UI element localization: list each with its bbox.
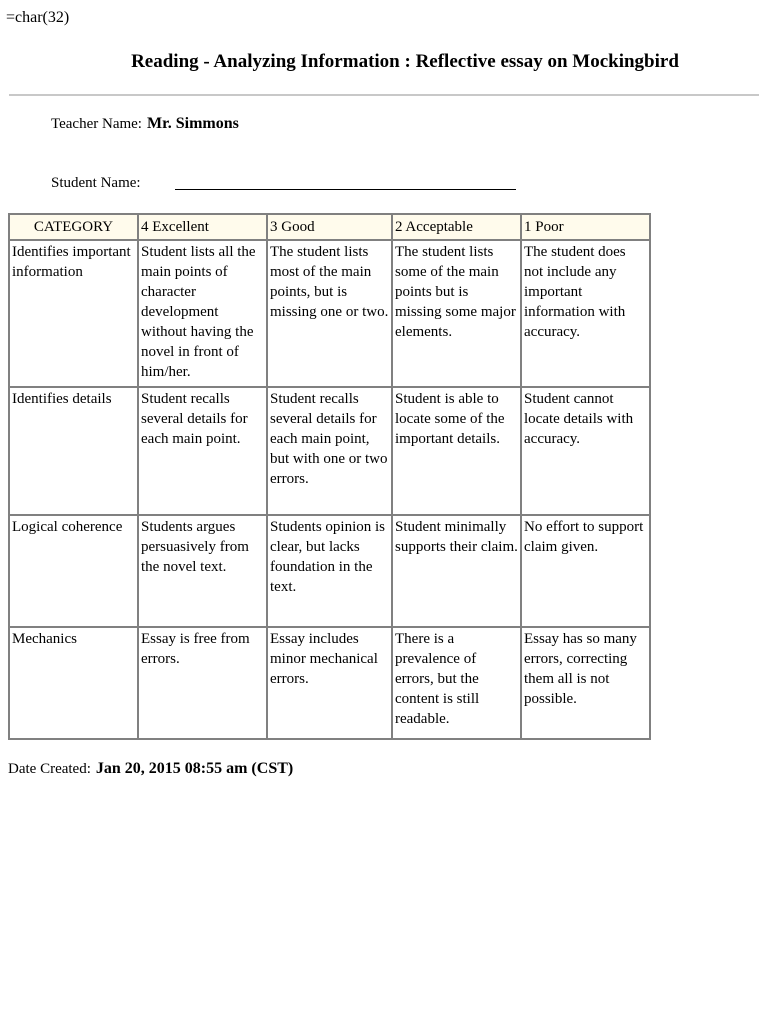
header-acceptable: 2 Acceptable — [392, 214, 521, 240]
table-cell: Essay includes minor mechanical errors. — [267, 627, 392, 739]
table-row — [9, 515, 650, 627]
header-good: 3 Good — [267, 214, 392, 240]
table-cell: The student lists some of the main points but is missing some major elements. — [392, 240, 521, 387]
table-cell: Students opinion is clear, but lacks foundation in the text. — [267, 515, 392, 627]
table-cell: Essay has so many errors, correcting them all is not possible. — [521, 627, 650, 739]
table-cell: Identifies details — [9, 387, 138, 515]
date-created-value: Jan 20, 2015 08:55 am (CST) — [95, 760, 294, 777]
table-cell: The student lists most of the main points, but is missing one or two. — [267, 240, 392, 387]
date-created-field — [8, 760, 293, 778]
rubric-table — [8, 213, 651, 740]
teacher-name-value: Mr. Simmons — [146, 115, 239, 132]
table-cell: There is a prevalence of errors, but the content is still readable. — [392, 627, 521, 739]
table-cell: Student minimally supports their claim. — [392, 515, 521, 627]
page-title: Reading - Analyzing Information : Reflective essay on Mockingbird — [131, 51, 679, 72]
table-cell: Student is able to locate some of the important details. — [392, 387, 521, 515]
header-excellent: 4 Excellent — [138, 214, 267, 240]
table-cell: Identifies important information — [9, 240, 138, 387]
table-cell: Student cannot locate details with accuracy. — [521, 387, 650, 515]
table-cell: Logical coherence — [9, 515, 138, 627]
header-category: CATEGORY — [9, 214, 138, 240]
table-cell: Students argues persuasively from the novel text. — [138, 515, 267, 627]
table-cell: Student lists all the main points of character development without having the novel in front of him/her. — [138, 240, 267, 387]
date-created-label: Date Created: — [8, 761, 91, 777]
table-cell: Mechanics — [9, 627, 138, 739]
table-row — [9, 627, 650, 739]
student-name-label: Student Name: — [51, 175, 141, 191]
table-cell: No effort to support claim given. — [521, 515, 650, 627]
divider — [9, 94, 759, 96]
table-cell: Student recalls several details for each main point, but with one or two errors. — [267, 387, 392, 515]
student-name-field — [51, 175, 141, 192]
table-header-row — [9, 214, 650, 240]
teacher-name-label: Teacher Name: — [51, 116, 142, 132]
table-cell: Student recalls several details for each main point. — [138, 387, 267, 515]
student-name-blank — [175, 189, 516, 190]
table-cell: Essay is free from errors. — [138, 627, 267, 739]
table-row — [9, 387, 650, 515]
table-row — [9, 240, 650, 387]
teacher-name-field — [51, 115, 239, 133]
header-poor: 1 Poor — [521, 214, 650, 240]
table-cell: The student does not include any important information with accuracy. — [521, 240, 650, 387]
formula-text: =char(32) — [6, 9, 70, 26]
